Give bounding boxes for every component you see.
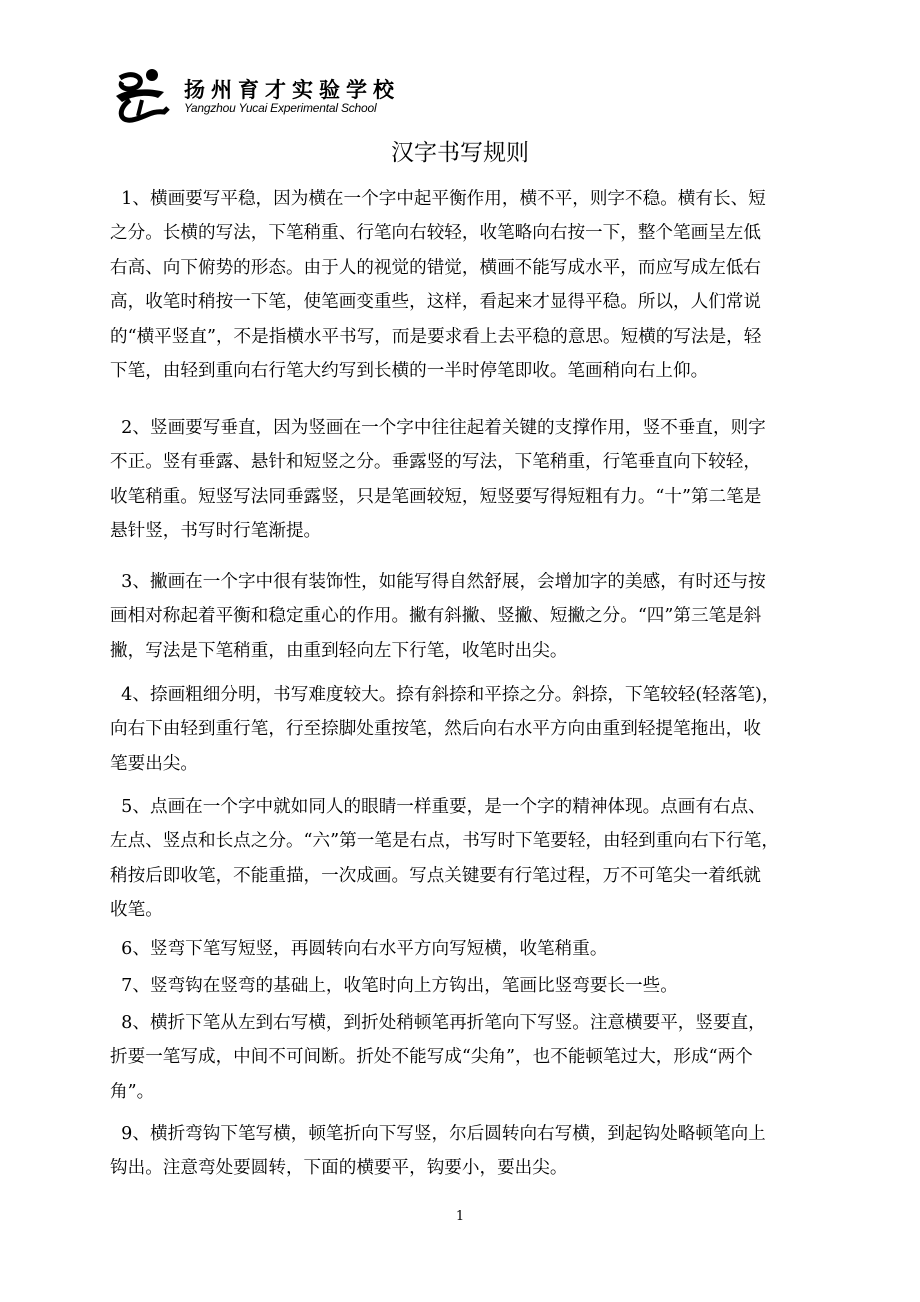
rule-paragraph-8 — [110, 1006, 810, 1109]
paragraph-line: 钩出。注意弯处要圆转，下面的横要平，钩要小，要出尖。 — [110, 1158, 568, 1179]
rule-paragraph-4 — [110, 678, 810, 781]
paragraph-line: 笔要出尖。 — [110, 753, 198, 774]
paragraph-line: 向右下由轻到重行笔，行至捺脚处重按笔，然后向右水平方向由重到轻提笔拖出，收 — [110, 719, 761, 740]
paragraph-line: 9、横折弯钩下笔写横，顿笔折向下写竖，尔后圆转向右写横，到起钩处略顿笔向上 — [110, 1124, 766, 1144]
paragraph-line: 撇，写法是下笔稍重，由重到轻向左下行笔，收笔时出尖。 — [110, 640, 568, 661]
page-number: 1 — [455, 1209, 465, 1224]
school-name-cn: 扬州育才实验学校 — [184, 78, 400, 102]
paragraph-line: 悬针竖，书写时行笔渐提。 — [110, 521, 322, 542]
school-name-en: Yangzhou Yucai Experimental School — [184, 101, 377, 115]
paragraph-line: 折要一笔写成，中间不可间断。折处不能写成“尖角”，也不能顿笔过大，形成“两个 — [110, 1047, 753, 1068]
paragraph-line: 的“横平竖直”，不是指横水平书写，而是要求看上去平稳的意思。短横的写法是，轻 — [110, 326, 762, 347]
paragraph-line: 角”。 — [110, 1081, 155, 1102]
rule-paragraph-3 — [110, 565, 810, 668]
paragraph-line: 收笔稍重。短竖写法同垂露竖，只是笔画较短，短竖要写得短粗有力。“十”第二笔是 — [110, 486, 762, 507]
paragraph-line: 7、竖弯钩在竖弯的基础上，收笔时向上方钩出，笔画比竖弯要长一些。 — [110, 976, 678, 996]
paragraph-line: 3、撇画在一个字中很有装饰性，如能写得自然舒展，会增加字的美感，有时还与按 — [110, 572, 766, 592]
paragraph-line: 6、竖弯下笔写短竖，再圆转向右水平方向写短横，收笔稍重。 — [110, 939, 608, 959]
paragraph-line: 高，收笔时稍按一下笔，使笔画变重些，这样，看起来才显得平稳。所以，人们常说 — [110, 292, 761, 313]
rule-paragraph-5 — [110, 790, 810, 928]
rule-paragraph-2 — [110, 411, 810, 549]
rule-paragraph-9 — [110, 1117, 810, 1186]
paragraph-line: 5、点画在一个字中就如同人的眼睛一样重要，是一个字的精神体现。点画有右点、 — [110, 797, 766, 817]
paragraph-line: 左点、竖点和长点之分。“六”第一笔是右点，书写时下笔要轻，由轻到重向右下行笔， — [110, 831, 779, 852]
paragraph-line: 4、捺画粗细分明，书写难度较大。捺有斜捺和平捺之分。斜捺，下笔较轻(轻落笔)， — [110, 685, 780, 705]
rule-paragraph-7 — [110, 969, 810, 1003]
paragraph-line: 稍按后即收笔，不能重描，一次成画。写点关键要有行笔过程，万不可笔尖一着纸就 — [110, 865, 761, 886]
school-logo — [112, 66, 412, 126]
paragraph-line: 收笔。 — [110, 900, 163, 921]
paragraph-line: 下笔，由轻到重向右行笔大约写到长横的一半时停笔即收。笔画稍向右上仰。 — [110, 360, 709, 381]
school-emblem-icon — [112, 66, 174, 126]
paragraph-line: 右高、向下俯势的形态。由于人的视觉的错觉，横画不能写成水平，而应写成左低右 — [110, 257, 761, 278]
paragraph-line: 2、竖画要写垂直，因为竖画在一个字中往往起着关键的支撑作用，竖不垂直，则字 — [110, 418, 766, 438]
paragraph-line: 1、横画要写平稳，因为横在一个字中起平衡作用，横不平，则字不稳。横有长、短 — [110, 189, 766, 209]
rule-paragraph-1 — [110, 182, 810, 388]
document-title: 汉字书写规则 — [391, 140, 529, 166]
paragraph-line: 8、横折下笔从左到右写横，到折处稍顿笔再折笔向下写竖。注意横要平，竖要直， — [110, 1013, 766, 1033]
rule-paragraph-6 — [110, 932, 810, 966]
paragraph-line: 画相对称起着平衡和稳定重心的作用。撇有斜撇、竖撇、短撇之分。“四”第三笔是斜 — [110, 606, 762, 627]
paragraph-line: 不正。竖有垂露、悬针和短竖之分。垂露竖的写法，下笔稍重，行笔垂直向下较轻， — [110, 452, 761, 473]
paragraph-line: 之分。长横的写法，下笔稍重、行笔向右较轻，收笔略向右按一下，整个笔画呈左低 — [110, 223, 761, 244]
